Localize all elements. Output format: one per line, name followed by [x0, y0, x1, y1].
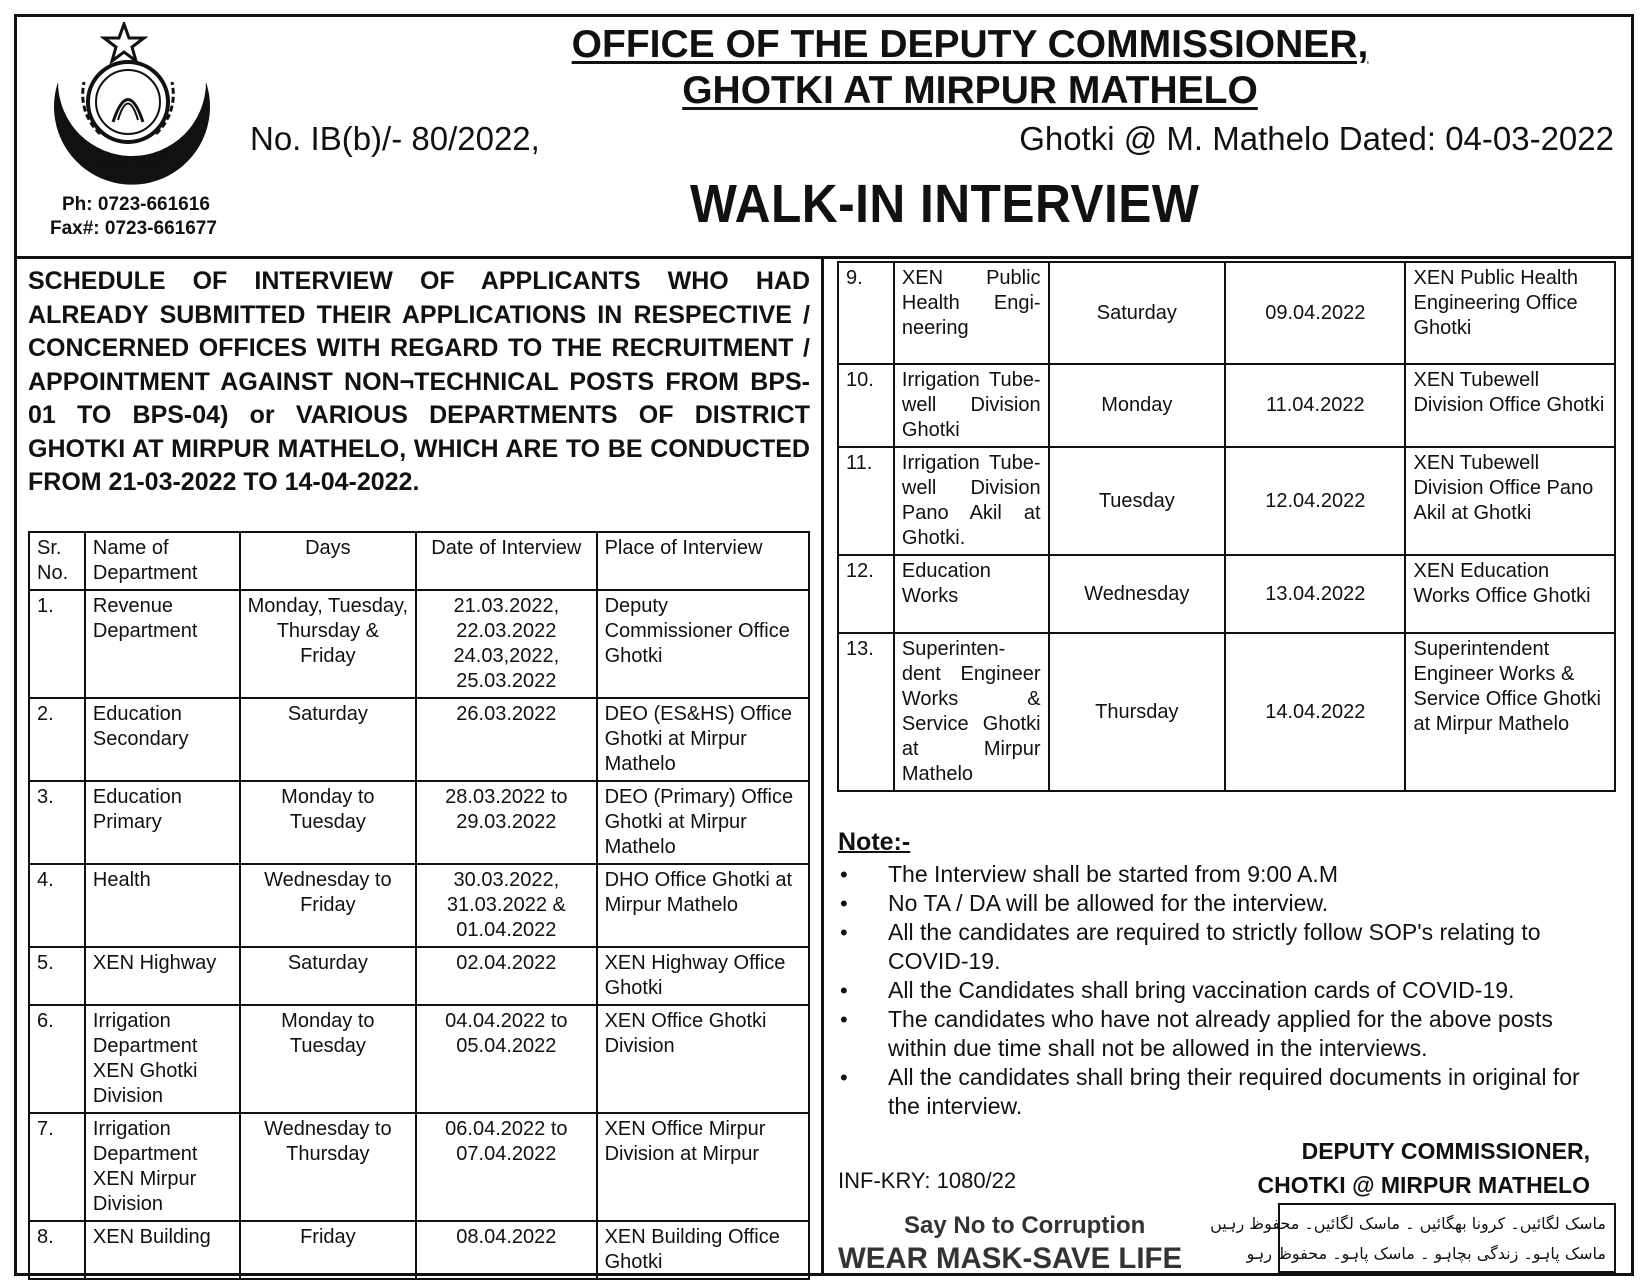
cell-date: 30.03.2022, 31.03.2022 & 01.04.2022 [416, 864, 596, 947]
note-item: • No TA / DA will be allowed for the interview. [838, 889, 1618, 918]
cell-sr-no: 11. [838, 447, 894, 555]
cell-place: XEN Building Office Ghotki [597, 1221, 809, 1279]
cell-sr-no: 2. [29, 698, 85, 781]
cell-sr-no: 5. [29, 947, 85, 1005]
table-row [29, 698, 809, 781]
urdu-mask-slogan-box [1210, 1203, 1616, 1273]
table-row [29, 1113, 809, 1221]
reference-date: Ghotki @ M. Mathelo Dated: 04-03-2022 [1019, 120, 1614, 157]
cell-department: XEN Highway [85, 947, 240, 1005]
cell-days: Saturday [240, 698, 417, 781]
table-row [838, 555, 1615, 633]
table-row [29, 590, 809, 698]
cell-date: 09.04.2022 [1225, 262, 1405, 364]
cell-date: 08.04.2022 [416, 1221, 596, 1279]
cell-place: XEN Office Mirpur Division at Mirpur [597, 1113, 809, 1221]
emblem-text: حکومت سندھ [95, 147, 172, 174]
urdu-slogan-line2: ماسک پاہو۔ زندگی بچاہو ۔ ماسک پاہو۔ محفوظ رہو [1246, 1244, 1606, 1263]
cell-place: XEN Highway Office Ghotki [597, 947, 809, 1005]
table-row [29, 947, 809, 1005]
cell-department: Education Secondary [85, 698, 240, 781]
cell-sr-no: 7. [29, 1113, 85, 1221]
notes-list [838, 860, 1618, 1121]
cell-place: DEO (ES&HS) Office Ghotki at Mirpur Mathelo [597, 698, 809, 781]
emblem-star [104, 24, 144, 61]
cell-date: 06.04.2022 to 07.04.2022 [416, 1113, 596, 1221]
inf-number: INF-KRY: 1080/22 [838, 1168, 1017, 1193]
column-divider [821, 256, 824, 1276]
wear-mask-slogan: WEAR MASK-SAVE LIFE [838, 1242, 1183, 1275]
cell-days: Wednesday to Thursday [240, 1113, 417, 1221]
cell-days: Tuesday [1049, 447, 1226, 555]
table-row [29, 781, 809, 864]
note-item: • The candidates who have not already applied for the above posts within due time shall not be allowed in the interviews. [838, 1005, 1618, 1063]
cell-place: Superintendent Engineer Works & Service Office Ghotki at Mirpur Mathelo [1405, 633, 1615, 791]
signature-title: DEPUTY COMMISSIONER, [1301, 1138, 1590, 1164]
table-row [838, 633, 1615, 791]
cell-date: 21.03.2022, 22.03.2022 24.03,2022, 25.03.2022 [416, 590, 596, 698]
cell-place: XEN Tubewell Division Office Pano Akil at Ghotki [1405, 447, 1615, 555]
cell-department: Superinten-dent Engineer Works & Service Ghotki at Mirpur Mathelo [894, 633, 1049, 791]
cell-sr-no: 8. [29, 1221, 85, 1279]
cell-place: XEN Education Works Office Ghotki [1405, 555, 1615, 633]
cell-department: XEN Building [85, 1221, 240, 1279]
cell-days: Thursday [1049, 633, 1226, 791]
note-item: • All the Candidates shall bring vaccination cards of COVID-19. [838, 976, 1618, 1005]
cell-department: Education Works [894, 555, 1049, 633]
cell-days: Monday to Tuesday [240, 781, 417, 864]
anti-corruption-slogan: Say No to Corruption [904, 1212, 1146, 1239]
notice-title: WALK-IN INTERVIEW [690, 174, 1200, 234]
cell-date: 02.04.2022 [416, 947, 596, 1005]
header-sr-no: Sr. No. [29, 532, 85, 590]
cell-date: 12.04.2022 [1225, 447, 1405, 555]
signature-office: CHOTKI @ MIRPUR MATHELO [1257, 1172, 1590, 1198]
schedule-description: SCHEDULE OF INTERVIEW OF APPLICANTS WHO HAD ALREADY SUBMITTED THEIR APPLICATIONS IN RESPECTIVE / CONCERNED OFFICES WITH REGARD TO THE RECRUITMENT / APPOINTMENT AGAINST NON¬TECHNICAL POSTS FROM BPS-01 TO BPS-04) or VARIOUS DEPARTMENTS OF DISTRICT GHOTKI AT MIRPUR MATHELO, WHICH ARE TO BE CONDUCTED FROM 21-03-2022 TO 14-04-2022. [28, 267, 810, 496]
interview-schedule-table-left [28, 531, 810, 1280]
note-item: • All the candidates are required to strictly follow SOP's relating to COVID-19. [838, 918, 1618, 976]
emblem-shield [88, 62, 168, 142]
notes-title: Note:- [838, 828, 911, 856]
cell-days: Monday [1049, 364, 1226, 447]
table-header-row [29, 532, 809, 590]
cell-days: Friday [240, 1221, 417, 1279]
cell-sr-no: 12. [838, 555, 894, 633]
cell-department: Irrigation Department XEN Mirpur Division [85, 1113, 240, 1221]
cell-department: Education Primary [85, 781, 240, 864]
phone-number: Ph: 0723-661616 [62, 194, 210, 215]
cell-days: Monday, Tuesday, Thursday & Friday [240, 590, 417, 698]
cell-days: Monday to Tuesday [240, 1005, 417, 1113]
cell-days: Saturday [1049, 262, 1226, 364]
header-days: Days [240, 532, 417, 590]
cell-sr-no: 13. [838, 633, 894, 791]
office-title-line1: OFFICE OF THE DEPUTY COMMISSIONER, [571, 23, 1369, 66]
cell-place: XEN Tubewell Division Office Ghotki [1405, 364, 1615, 447]
cell-department: XEN Public Health Engi-neering [894, 262, 1049, 364]
interview-schedule-table-right [837, 261, 1616, 792]
cell-place: Deputy Commissioner Office Ghotki [597, 590, 809, 698]
fax-number: Fax#: 0723-661677 [50, 218, 217, 239]
cell-sr-no: 1. [29, 590, 85, 698]
table-row [29, 1005, 809, 1113]
cell-department: Irrigation Tube-well Division Ghotki [894, 364, 1049, 447]
cell-date: 04.04.2022 to 05.04.2022 [416, 1005, 596, 1113]
cell-date: 26.03.2022 [416, 698, 596, 781]
office-title [420, 22, 1520, 114]
header-date: Date of Interview [416, 532, 596, 590]
cell-place: XEN Office Ghotki Division [597, 1005, 809, 1113]
cell-days: Saturday [240, 947, 417, 1005]
cell-sr-no: 9. [838, 262, 894, 364]
cell-place: DEO (Primary) Office Ghotki at Mirpur Mathelo [597, 781, 809, 864]
cell-sr-no: 4. [29, 864, 85, 947]
cell-department: Health [85, 864, 240, 947]
cell-sr-no: 6. [29, 1005, 85, 1113]
cell-sr-no: 10. [838, 364, 894, 447]
table-row [838, 262, 1615, 364]
table-row [29, 1221, 809, 1279]
table-row [838, 447, 1615, 555]
cell-date: 28.03.2022 to 29.03.2022 [416, 781, 596, 864]
cell-department: Revenue Department [85, 590, 240, 698]
cell-place: XEN Public Health Engineering Office Ghotki [1405, 262, 1615, 364]
cell-date: 13.04.2022 [1225, 555, 1405, 633]
table-row [838, 364, 1615, 447]
table-row [29, 864, 809, 947]
cell-department: Irrigation Tube-well Division Pano Akil at Ghotki. [894, 447, 1049, 555]
urdu-slogan-line1: ماسک لگائیں۔ کرونا بھگائیں ۔ ماسک لگائیں۔ محفوظ رہیں [1210, 1214, 1606, 1233]
office-title-line2: GHOTKI AT MIRPUR MATHELO [682, 69, 1258, 112]
note-item: • All the candidates shall bring their required documents in original for the interview. [838, 1063, 1618, 1121]
header-place: Place of Interview [597, 532, 809, 590]
signature-block [1180, 1134, 1590, 1202]
cell-days: Wednesday [1049, 555, 1226, 633]
cell-place: DHO Office Ghotki at Mirpur Mathelo [597, 864, 809, 947]
cell-date: 14.04.2022 [1225, 633, 1405, 791]
header-divider [14, 256, 1634, 259]
note-item: • The Interview shall be started from 9:00 A.M [838, 860, 1618, 889]
cell-sr-no: 3. [29, 781, 85, 864]
sindh-government-emblem [38, 22, 228, 194]
cell-days: Wednesday to Friday [240, 864, 417, 947]
header-department: Name of Department [85, 532, 240, 590]
cell-department: Irrigation Department XEN Ghotki Division [85, 1005, 240, 1113]
cell-date: 11.04.2022 [1225, 364, 1405, 447]
contact-info [50, 193, 217, 241]
reference-number: No. IB(b)/- 80/2022, [250, 120, 540, 157]
